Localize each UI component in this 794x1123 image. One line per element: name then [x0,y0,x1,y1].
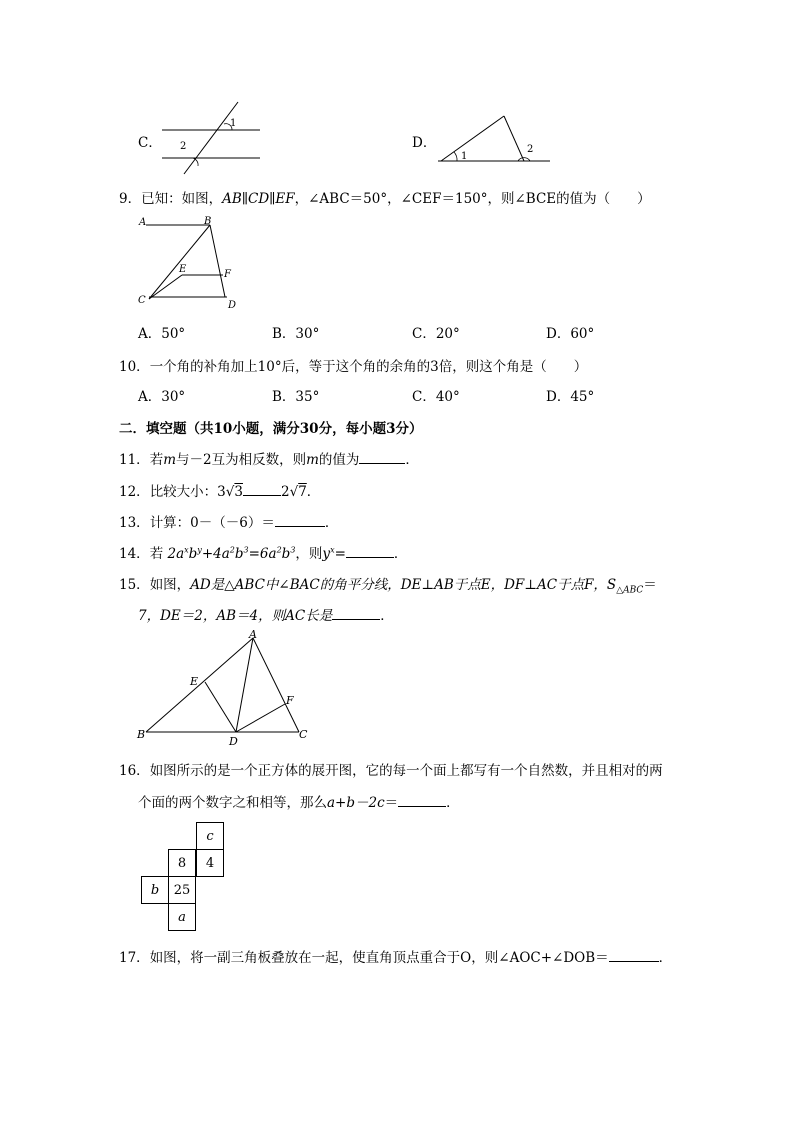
q10-option-a: A．30° [138,389,186,405]
q15-label-e: E [190,675,199,688]
q12-answer-blank[interactable] [243,483,281,496]
q14-answer-blank[interactable] [346,545,394,558]
q14-expression: $2a^xb^y+4a^2b^3=6a^2b^3$ [167,545,296,562]
q16-line1: 16．如图所示的是一个正方体的展开图，它的每一个面上都写有一个自然数，并且相对的两 [119,763,663,779]
q8-option-c-label: C． [138,135,162,151]
q10-stem: 10．一个角的补角加上10°后，等于这个角的余角的3倍，则这个角是（ ） [119,359,588,375]
q15-line1: 15．如图，AD是△ABC中∠BAC的角平分线，DE⊥AB于点E，DF⊥AC于点F，$S_{\triangle ABC}=$ [119,577,657,596]
q9-label-d: D [228,300,237,311]
q15-label-b: B [137,728,146,741]
q13-answer-blank[interactable] [275,514,325,527]
q15-answer-blank[interactable] [332,607,380,620]
radical-sign-icon: √ [289,484,299,500]
q11-answer-blank[interactable] [359,451,405,464]
q15-label-f: F [286,694,294,707]
q10-option-c: C．40° [412,389,460,405]
cube-face-a: a [168,903,196,931]
q9-label-f: F [224,269,231,280]
q8-d-angle-1: 1 [461,151,468,162]
q16-answer-blank[interactable] [398,794,446,807]
q15-label-a: A [249,628,257,641]
q15-line2: 7，DE＝2，AB＝4，则AC长是 ． [138,608,394,624]
cube-face-8: 8 [168,849,196,877]
q10-option-b: B．35° [272,389,320,405]
q9-label-a: A [139,217,147,228]
q17-answer-blank[interactable] [609,949,659,962]
cube-face-25: 25 [168,876,196,904]
q16-cube-net [138,820,238,940]
q9-figure [134,213,244,313]
cube-face-c: c [196,822,224,850]
q15-figure [134,628,314,750]
q9-label-e: E [179,264,187,275]
q12: 12．比较大小：3√3 2√7． [119,484,321,500]
q14: 14．若 $2a^xb^y+4a^2b^3=6a^2b^3$，则$y^x=$ ． [119,545,408,562]
q13: 13．计算：0－（－6）＝ ． [119,515,339,531]
q8-c-angle-1: 1 [230,118,237,129]
q8-figure-d [436,112,554,168]
q15-label-d: D [229,735,238,748]
q8-figure-c [160,100,264,175]
q8-d-angle-2: 2 [527,144,534,155]
q15-label-c: C [299,728,308,741]
q9-option-c: C．20° [412,326,460,342]
q9-option-a: A．50° [138,326,186,342]
q9-option-b: B．30° [272,326,320,342]
cube-face-4: 4 [196,849,224,877]
q9-stem: 9．已知：如图，AB∥CD∥EF，∠ABC＝50°，∠CEF＝150°，则∠BCE的值为（ ） [119,191,651,207]
q8-option-d-label: D． [412,135,437,151]
q11: 11．若m与－2互为相反数，则m的值为 ． [119,452,419,468]
q9-label-b: B [204,216,212,227]
q9-option-d: D．60° [546,326,595,342]
radical-sign-icon: √ [225,484,235,500]
q16-line2: 个面的两个数字之和相等，那么a+b－2c＝ ． [138,795,460,811]
q9-label-c: C [138,295,146,306]
q14-target: $y^x=$ [322,545,346,562]
section-2-title: 二．填空题（共10小题，满分30分，每小题3分） [119,421,423,437]
q17: 17．如图，将一副三角板叠放在一起，使直角顶点重合于O，则∠AOC+∠DOB＝ ． [119,950,673,966]
cube-face-b: b [141,876,169,904]
q8-c-angle-2: 2 [180,141,187,152]
q10-option-d: D．45° [546,389,595,405]
